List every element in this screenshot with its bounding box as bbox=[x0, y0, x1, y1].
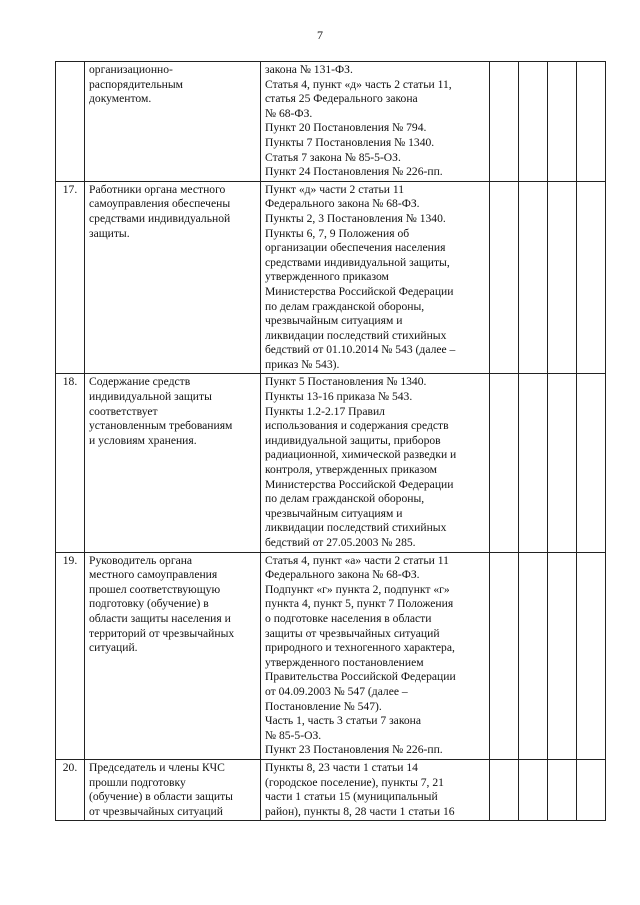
requirement-cell bbox=[85, 62, 261, 182]
reference-line: Пункты 6, 7, 9 Положения об bbox=[265, 226, 410, 240]
reference-line: контроля, утвержденных приказом bbox=[265, 463, 438, 477]
reference-line: № 68-ФЗ. bbox=[265, 106, 313, 120]
reference-line: части 1 статьи 15 (муниципальный bbox=[265, 790, 438, 804]
row-number: 18. bbox=[56, 374, 85, 552]
answer-no-cell bbox=[519, 62, 548, 182]
reference-line: приказ № 543). bbox=[265, 357, 340, 371]
requirement-line: организационно- bbox=[89, 63, 173, 76]
reference-line: индивидуальной защиты, приборов bbox=[265, 433, 441, 447]
answer-na-cell bbox=[548, 62, 577, 182]
reference-line: Статья 4, пункт «д» часть 2 статьи 11, bbox=[265, 77, 452, 91]
table-row bbox=[56, 374, 606, 552]
requirement-line: защиты. bbox=[89, 226, 130, 240]
reference-line: Пункт «д» части 2 статьи 11 bbox=[265, 182, 405, 196]
requirement-line: ситуаций. bbox=[89, 641, 138, 655]
reference-line: Пункт 20 Постановления № 794. bbox=[265, 121, 427, 135]
answer-na-cell bbox=[548, 181, 577, 374]
answer-yes-cell bbox=[490, 552, 519, 759]
row-number: 20. bbox=[56, 759, 85, 820]
requirement-cell bbox=[85, 374, 261, 552]
row-number: 17. bbox=[56, 181, 85, 374]
requirement-line: средствами индивидуальной bbox=[89, 211, 231, 225]
reference-line: использования и содержания средств bbox=[265, 419, 449, 433]
requirement-line: индивидуальной защиты bbox=[89, 390, 212, 404]
reference-line: Часть 1, часть 3 статьи 7 закона bbox=[265, 714, 422, 728]
answer-yes-cell bbox=[490, 759, 519, 820]
reference-line: Федерального закона № 68-ФЗ. bbox=[265, 197, 420, 211]
reference-line: бедствий от 01.10.2014 № 543 (далее – bbox=[265, 343, 456, 357]
answer-no-cell bbox=[519, 374, 548, 552]
answer-yes-cell bbox=[490, 62, 519, 182]
requirement-line: и условиям хранения. bbox=[89, 433, 197, 447]
reference-line: Министерства Российской Федерации bbox=[265, 284, 454, 298]
requirement-line: местного самоуправления bbox=[89, 568, 218, 582]
answer-yes-cell bbox=[490, 374, 519, 552]
table-row bbox=[56, 62, 606, 182]
legal-reference-cell bbox=[261, 62, 490, 182]
reference-line: Пункты 7 Постановления № 1340. bbox=[265, 135, 435, 149]
requirement-line: от чрезвычайных ситуаций bbox=[89, 804, 223, 818]
reference-line: организации обеспечения населения bbox=[265, 241, 446, 255]
requirement-line: Работники органа местного bbox=[89, 182, 226, 196]
reference-line: Постановление № 547). bbox=[265, 699, 382, 713]
reference-line: Федерального закона № 68-ФЗ. bbox=[265, 568, 420, 582]
reference-line: Пункты 8, 23 части 1 статьи 14 bbox=[265, 760, 418, 774]
legal-reference-cell bbox=[261, 374, 490, 552]
row-number: 19. bbox=[56, 552, 85, 759]
requirement-line: соответствует bbox=[89, 404, 158, 418]
requirement-line: области защиты населения и bbox=[89, 611, 231, 625]
reference-line: пункта 4, пункт 5, пункт 7 Положения bbox=[265, 597, 454, 611]
note-cell bbox=[577, 374, 606, 552]
requirement-line: Руководитель органа bbox=[89, 553, 193, 567]
note-cell bbox=[577, 552, 606, 759]
answer-no-cell bbox=[519, 759, 548, 820]
requirement-cell bbox=[85, 759, 261, 820]
note-cell bbox=[577, 62, 606, 182]
reference-line: чрезвычайным ситуациям и bbox=[265, 506, 403, 520]
answer-no-cell bbox=[519, 181, 548, 374]
requirement-cell bbox=[85, 181, 261, 374]
requirement-line: прошли подготовку bbox=[89, 775, 186, 789]
page-number: 7 bbox=[317, 28, 323, 42]
legal-reference-cell bbox=[261, 552, 490, 759]
requirement-line: установленным требованиям bbox=[89, 419, 233, 433]
reference-line: Пункт 24 Постановления № 226-пп. bbox=[265, 165, 443, 179]
requirement-line: распорядительным bbox=[89, 77, 183, 91]
reference-line: по делам гражданской обороны, bbox=[265, 492, 425, 506]
reference-line: утвержденного постановлением bbox=[265, 655, 424, 669]
table-row bbox=[56, 181, 606, 374]
answer-na-cell bbox=[548, 374, 577, 552]
checklist-table bbox=[55, 61, 606, 821]
reference-line: от 04.09.2003 № 547 (далее – bbox=[265, 684, 408, 698]
reference-line: утвержденного приказом bbox=[265, 270, 389, 284]
reference-line: Пункты 13-16 приказа № 543. bbox=[265, 390, 413, 404]
reference-line: Пункт 5 Постановления № 1340. bbox=[265, 375, 427, 389]
reference-line: закона № 131-ФЗ. bbox=[265, 63, 353, 76]
reference-line: защиты от чрезвычайных ситуаций bbox=[265, 626, 440, 640]
reference-line: Статья 4, пункт «а» части 2 статьи 11 bbox=[265, 553, 449, 567]
reference-line: Пункт 23 Постановления № 226-пп. bbox=[265, 743, 443, 757]
reference-line: по делам гражданской обороны, bbox=[265, 299, 425, 313]
table-row bbox=[56, 552, 606, 759]
reference-line: статья 25 Федерального закона bbox=[265, 92, 418, 106]
answer-na-cell bbox=[548, 759, 577, 820]
reference-line: район), пункты 8, 28 части 1 статьи 16 bbox=[265, 804, 455, 818]
reference-line: Министерства Российской Федерации bbox=[265, 477, 454, 491]
requirement-cell bbox=[85, 552, 261, 759]
requirement-line: прошел соответствующую bbox=[89, 582, 221, 596]
requirement-line: подготовку (обучение) в bbox=[89, 597, 209, 611]
note-cell bbox=[577, 181, 606, 374]
requirement-line: документом. bbox=[89, 92, 152, 106]
requirement-line: самоуправления обеспечены bbox=[89, 197, 231, 211]
reference-line: ликвидации последствий стихийных bbox=[265, 521, 447, 535]
reference-line: Статья 7 закона № 85-5-ОЗ. bbox=[265, 150, 401, 164]
reference-line: Подпункт «г» пункта 2, подпункт «г» bbox=[265, 582, 450, 596]
reference-line: о подготовке населения в области bbox=[265, 611, 432, 625]
legal-reference-cell bbox=[261, 181, 490, 374]
answer-yes-cell bbox=[490, 181, 519, 374]
reference-line: чрезвычайным ситуациям и bbox=[265, 314, 403, 328]
reference-line: (городское поселение), пункты 7, 21 bbox=[265, 775, 444, 789]
requirement-line: Содержание средств bbox=[89, 375, 191, 389]
row-number bbox=[56, 62, 85, 182]
note-cell bbox=[577, 759, 606, 820]
reference-line: природного и техногенного характера, bbox=[265, 641, 455, 655]
reference-line: № 85-5-ОЗ. bbox=[265, 728, 322, 742]
answer-na-cell bbox=[548, 552, 577, 759]
table-row bbox=[56, 759, 606, 820]
requirement-line: территорий от чрезвычайных bbox=[89, 626, 235, 640]
requirement-line: Председатель и члены КЧС bbox=[89, 760, 225, 774]
reference-line: ликвидации последствий стихийных bbox=[265, 328, 447, 342]
reference-line: радиационной, химической разведки и bbox=[265, 448, 457, 462]
reference-line: средствами индивидуальной защиты, bbox=[265, 255, 450, 269]
reference-line: бедствий от 27.05.2003 № 285. bbox=[265, 536, 416, 549]
reference-line: Пункты 1.2-2.17 Правил bbox=[265, 404, 385, 418]
answer-no-cell bbox=[519, 552, 548, 759]
reference-line: Правительства Российской Федерации bbox=[265, 670, 456, 684]
requirement-line: (обучение) в области защиты bbox=[89, 790, 233, 804]
reference-line: Пункты 2, 3 Постановления № 1340. bbox=[265, 211, 446, 225]
legal-reference-cell bbox=[261, 759, 490, 820]
